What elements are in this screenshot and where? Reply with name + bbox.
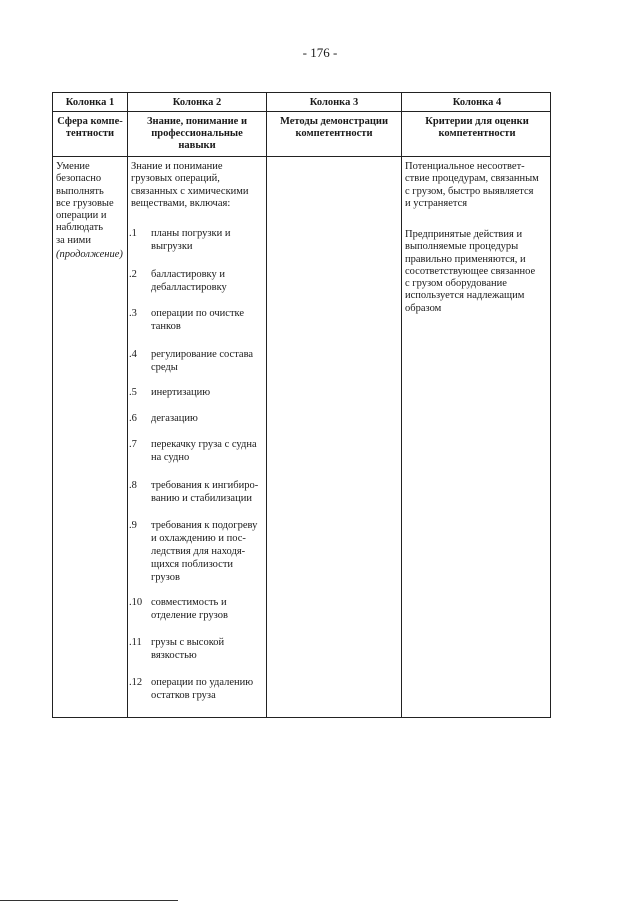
item-number: .6: [129, 413, 137, 424]
header-column-3: Колонка 3: [309, 97, 359, 108]
item-number: .3: [129, 308, 137, 319]
item-text: инертизацию: [151, 387, 211, 398]
row-divider: [53, 156, 550, 157]
item-text: регулирование состава среды: [151, 349, 254, 373]
page-number: - 176 -: [302, 45, 338, 60]
item-number: .11: [129, 637, 142, 648]
header-column-1: Колонка 1: [65, 97, 115, 108]
knowledge-intro: Знание и понимание грузовых операций, связанных с химическими веществами, включая:: [131, 161, 249, 209]
subheader-methods: Методы демонстрации компетентности: [279, 116, 388, 139]
item-text: перекачку груза с судна на судно: [151, 439, 257, 463]
item-text: балластировку и дебалластировку: [151, 269, 227, 293]
item-number: .8: [129, 480, 137, 491]
item-number: .5: [129, 387, 137, 398]
item-text: дегазацию: [151, 413, 198, 424]
header-column-4: Колонка 4: [452, 97, 502, 108]
item-number: .10: [129, 597, 143, 608]
header-column-2: Колонка 2: [172, 97, 222, 108]
item-text: грузы с высокой вязкостью: [151, 637, 225, 661]
item-number: .9: [129, 520, 137, 531]
item-text: планы погрузки и выгрузки: [151, 228, 231, 252]
item-text: требования к ингибиро- ванию и стабилизации: [151, 480, 259, 504]
row-divider: [53, 111, 550, 112]
item-text: совместимость и отделение грузов: [151, 597, 228, 621]
competence-text: Умение безопасно выполнять все грузовые операции и наблюдать за ними: [56, 161, 114, 246]
competence-table: [52, 92, 551, 718]
criteria-text-1: Потенциальное несоответ- ствие процедурам, связанным с грузом, быстро выявляется и устраняется: [405, 161, 539, 209]
subheader-competence: Сфера компе- тентности: [57, 116, 123, 139]
item-number: .2: [129, 269, 137, 280]
subheader-criteria: Критерии для оценки компетентности: [425, 116, 529, 139]
item-number: .12: [129, 677, 143, 688]
criteria-text-2: Предпринятые действия и выполняемые процедуры правильно применяются, и сосответствующее связанное с грузом оборудование используется надлежащим образом: [405, 229, 536, 314]
item-number: .1: [129, 228, 137, 239]
footer-rule: [0, 900, 178, 901]
subheader-knowledge: Знание, понимание и профессиональные навыки: [146, 116, 248, 151]
item-number: .4: [129, 349, 137, 360]
item-text: требования к подогреву и охлаждению и пос- ледствия для находя- щихся поблизости грузов: [151, 520, 258, 583]
column-divider: [401, 93, 402, 717]
item-text: операции по удалению остатков груза: [151, 677, 254, 701]
competence-note: (продолжение): [56, 249, 123, 260]
item-text: операции по очистке танков: [151, 308, 245, 332]
item-number: .7: [129, 439, 137, 450]
